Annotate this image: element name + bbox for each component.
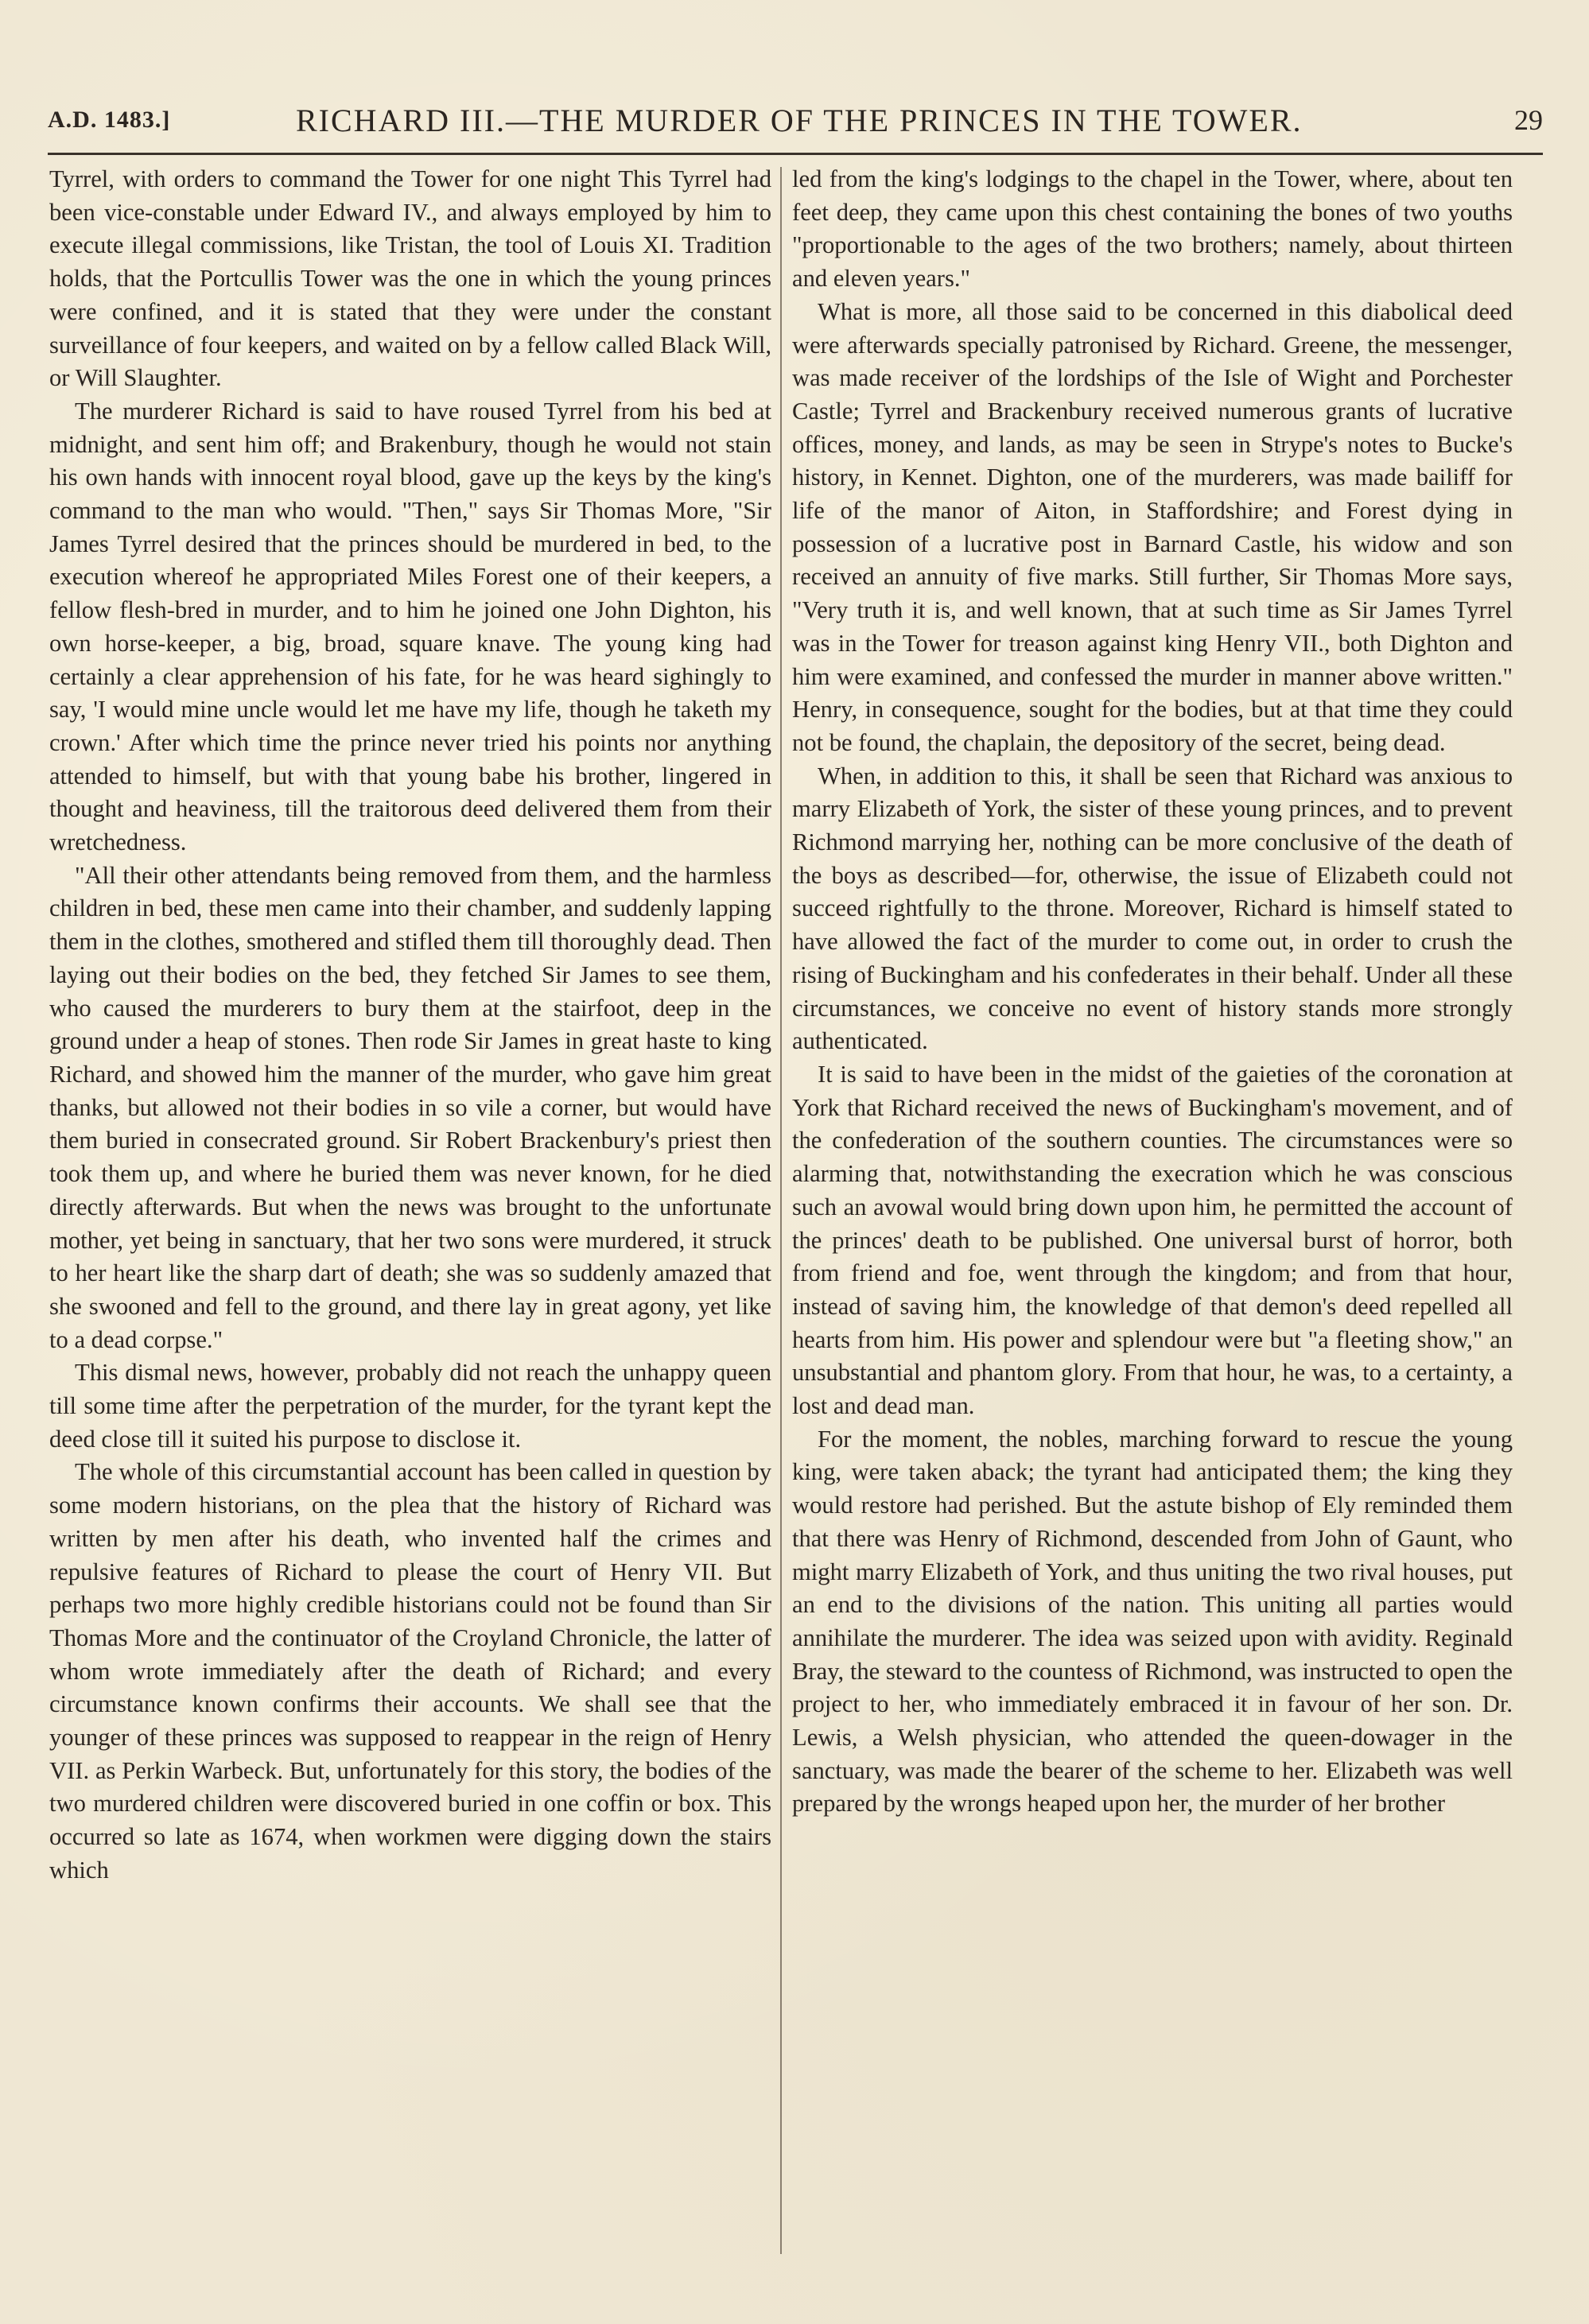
header-title: RICHARD III.—THE MURDER OF THE PRINCES IN THE TOWER. xyxy=(296,103,1303,138)
column-divider xyxy=(780,167,782,2254)
paragraph: led from the king's lodgings to the chapel in the Tower, where, about ten feet deep, they came upon this chest containing the bones of two youths "proportionable to the ages of the two brothers; namely, about thirteen and eleven years." xyxy=(792,165,1513,293)
right-column xyxy=(792,163,1513,2262)
running-head xyxy=(48,102,1543,143)
paragraph: The murderer Richard is said to have roused Tyrrel from his bed at midnight, and sent him off; and Brakenbury, though he would not stain his own hands with innocent royal blood, gave up the keys by the king's command to the man who would. "Then," says Sir Thomas More, "Sir James Tyrrel desired that the princes should be murdered in bed, to the execution whereof he appropriated Miles Forest one of their keepers, a fellow flesh-bred in murder, and to him he joined one John Dighton, his own horse-keeper, a big, broad, square knave. The young king had certainly a clear apprehension of his fate, for he was heard sighingly to say, 'I would mine uncle would let me have my life, though he taketh my crown.' After which time the prince never tried his points nor anything attended to himself, but with that young babe his brother, lingered in thought and heaviness, till the traitorous deed delivered them from their wretchedness. xyxy=(49,397,771,856)
left-column xyxy=(49,163,771,2262)
page-number: 29 xyxy=(1514,104,1543,136)
paragraph: Tyrrel, with orders to command the Tower for one night This Tyrrel had been vice-constable under Edward IV., and always employed by him to execute illegal commissions, like Tristan, the tool of Louis XI. Tradition holds, that the Portcullis Tower was the one in which the young princes were confined, and it is stated that they were under the constant surveillance of four keepers, and waited on by a fellow called Black Will, or Will Slaughter. xyxy=(49,165,771,392)
header-date: A.D. 1483.] xyxy=(48,107,171,133)
paragraph: This dismal news, however, probably did not reach the unhappy queen till some time after the perpetration of the murder, for the tyrant kept the deed close till it suited his purpose to disclose it. xyxy=(49,1359,771,1453)
paragraph: For the moment, the nobles, marching forward to rescue the young king, were taken aback; the tyrant had anticipated them; the king they would restore had perished. But the astute bishop of Ely reminded them that there was Henry of Richmond, descended from John of Gaunt, who might marry Elizabeth of York, and thus uniting the two rival houses, put an end to the divisions of the nation. This uniting all parties would annihilate the murderer. The idea was seized upon with avidity. Reginald Bray, the steward to the countess of Richmond, was instructed to open the project to her, who immediately embraced it in favour of her son. Dr. Lewis, a Welsh physician, who attended the queen-dowager in the sanctuary, was made the bearer of the scheme to her. Elizabeth was well prepared by the wrongs heaped upon her, the murder of her brother xyxy=(792,1425,1513,1818)
paragraph: When, in addition to this, it shall be seen that Richard was anxious to marry Elizabeth of York, the sister of these young princes, and to prevent Richmond marrying her, nothing can be more conclusive of the death of the boys as described—for, otherwise, the issue of Elizabeth could not succeed rightfully to the throne. Moreover, Richard is himself stated to have allowed the fact of the murder to come out, in order to crush the rising of Buckingham and his confederates in their behalf. Under all these circumstances, we conceive no event of history stands more strongly authenticated. xyxy=(792,762,1513,1055)
paragraph: The whole of this circumstantial account has been called in question by some modern historians, on the plea that the history of Richard was written by men after his death, who invented half the crimes and repulsive features of Richard to please the court of Henry VII. But perhaps two more highly credible historians could not be found than Sir Thomas More and the continuator of the Croyland Chronicle, the latter of whom wrote immediately after the death of Richard; and every circumstance known confirms their accounts. We shall see that the younger of these princes was supposed to reappear in the reign of Henry VII. as Perkin Warbeck. But, unfortunately for this story, the bodies of the two murdered children were discovered buried in one coffin or box. This occurred so late as 1674, when workmen were digging down the stairs which xyxy=(49,1458,771,1884)
paragraph: "All their other attendants being removed from them, and the harmless children in bed, these men came into their chamber, and suddenly lapping them in the clothes, smothered and stifled them till thoroughly dead. Then laying out their bodies on the bed, they fetched Sir James to see them, who caused the murderers to bury them at the stairfoot, deep in the ground under a heap of stones. Then rode Sir James in great haste to king Richard, and showed him the manner of the murder, who gave him great thanks, but allowed not their bodies in so vile a corner, but would have them buried in consecrated ground. Sir Robert Brackenbury's priest then took them up, and where he buried them was never known, for he died directly afterwards. But when the news was brought to the unfortunate mother, yet being in sanctuary, that her two sons were murdered, it struck to her heart like the sharp dart of death; she was so suddenly amazed that she swooned and fell to the ground, and there lay in great agony, yet like to a dead corpse." xyxy=(49,861,771,1353)
paragraph: What is more, all those said to be concerned in this diabolical deed were afterwards specially patronised by Richard. Greene, the messenger, was made receiver of the lordships of the Isle of Wight and Porchester Castle; Tyrrel and Brackenbury received numerous grants of lucrative offices, money, and lands, as may be seen in Strype's notes to Bucke's history, in Kennet. Dighton, one of the murderers, was made bailiff for life of the manor of Aiton, in Staffordshire; and Forest dying in possession of a lucrative post in Barnard Castle, his widow and son received an annuity of five marks. Still further, Sir Thomas More says, "Very truth it is, and well known, that at such time as Sir James Tyrrel was in the Tower for treason against king Henry VII., both Dighton and him were examined, and confessed the murder in manner above written." Henry, in consequence, sought for the bodies, but at that time they could not be found, the chaplain, the depository of the secret, being dead. xyxy=(792,297,1513,756)
paragraph: It is said to have been in the midst of the gaieties of the coronation at York that Richard received the news of Buckingham's movement, and of the confederation of the southern counties. The circumstances were so alarming that, notwithstanding the execration which he was conscious such an avowal would bring down upon him, he permitted the account of the princes' death to be published. One universal burst of horror, both from friend and foe, went through the kingdom; and from that hour, instead of saving him, the knowledge of that demon's deed repelled all hearts from him. His power and splendour were but "a fleeting show," an unsubstantial and phantom glory. From that hour, he was, to a certainty, a lost and dead man. xyxy=(792,1060,1513,1420)
header-rule xyxy=(48,153,1543,155)
